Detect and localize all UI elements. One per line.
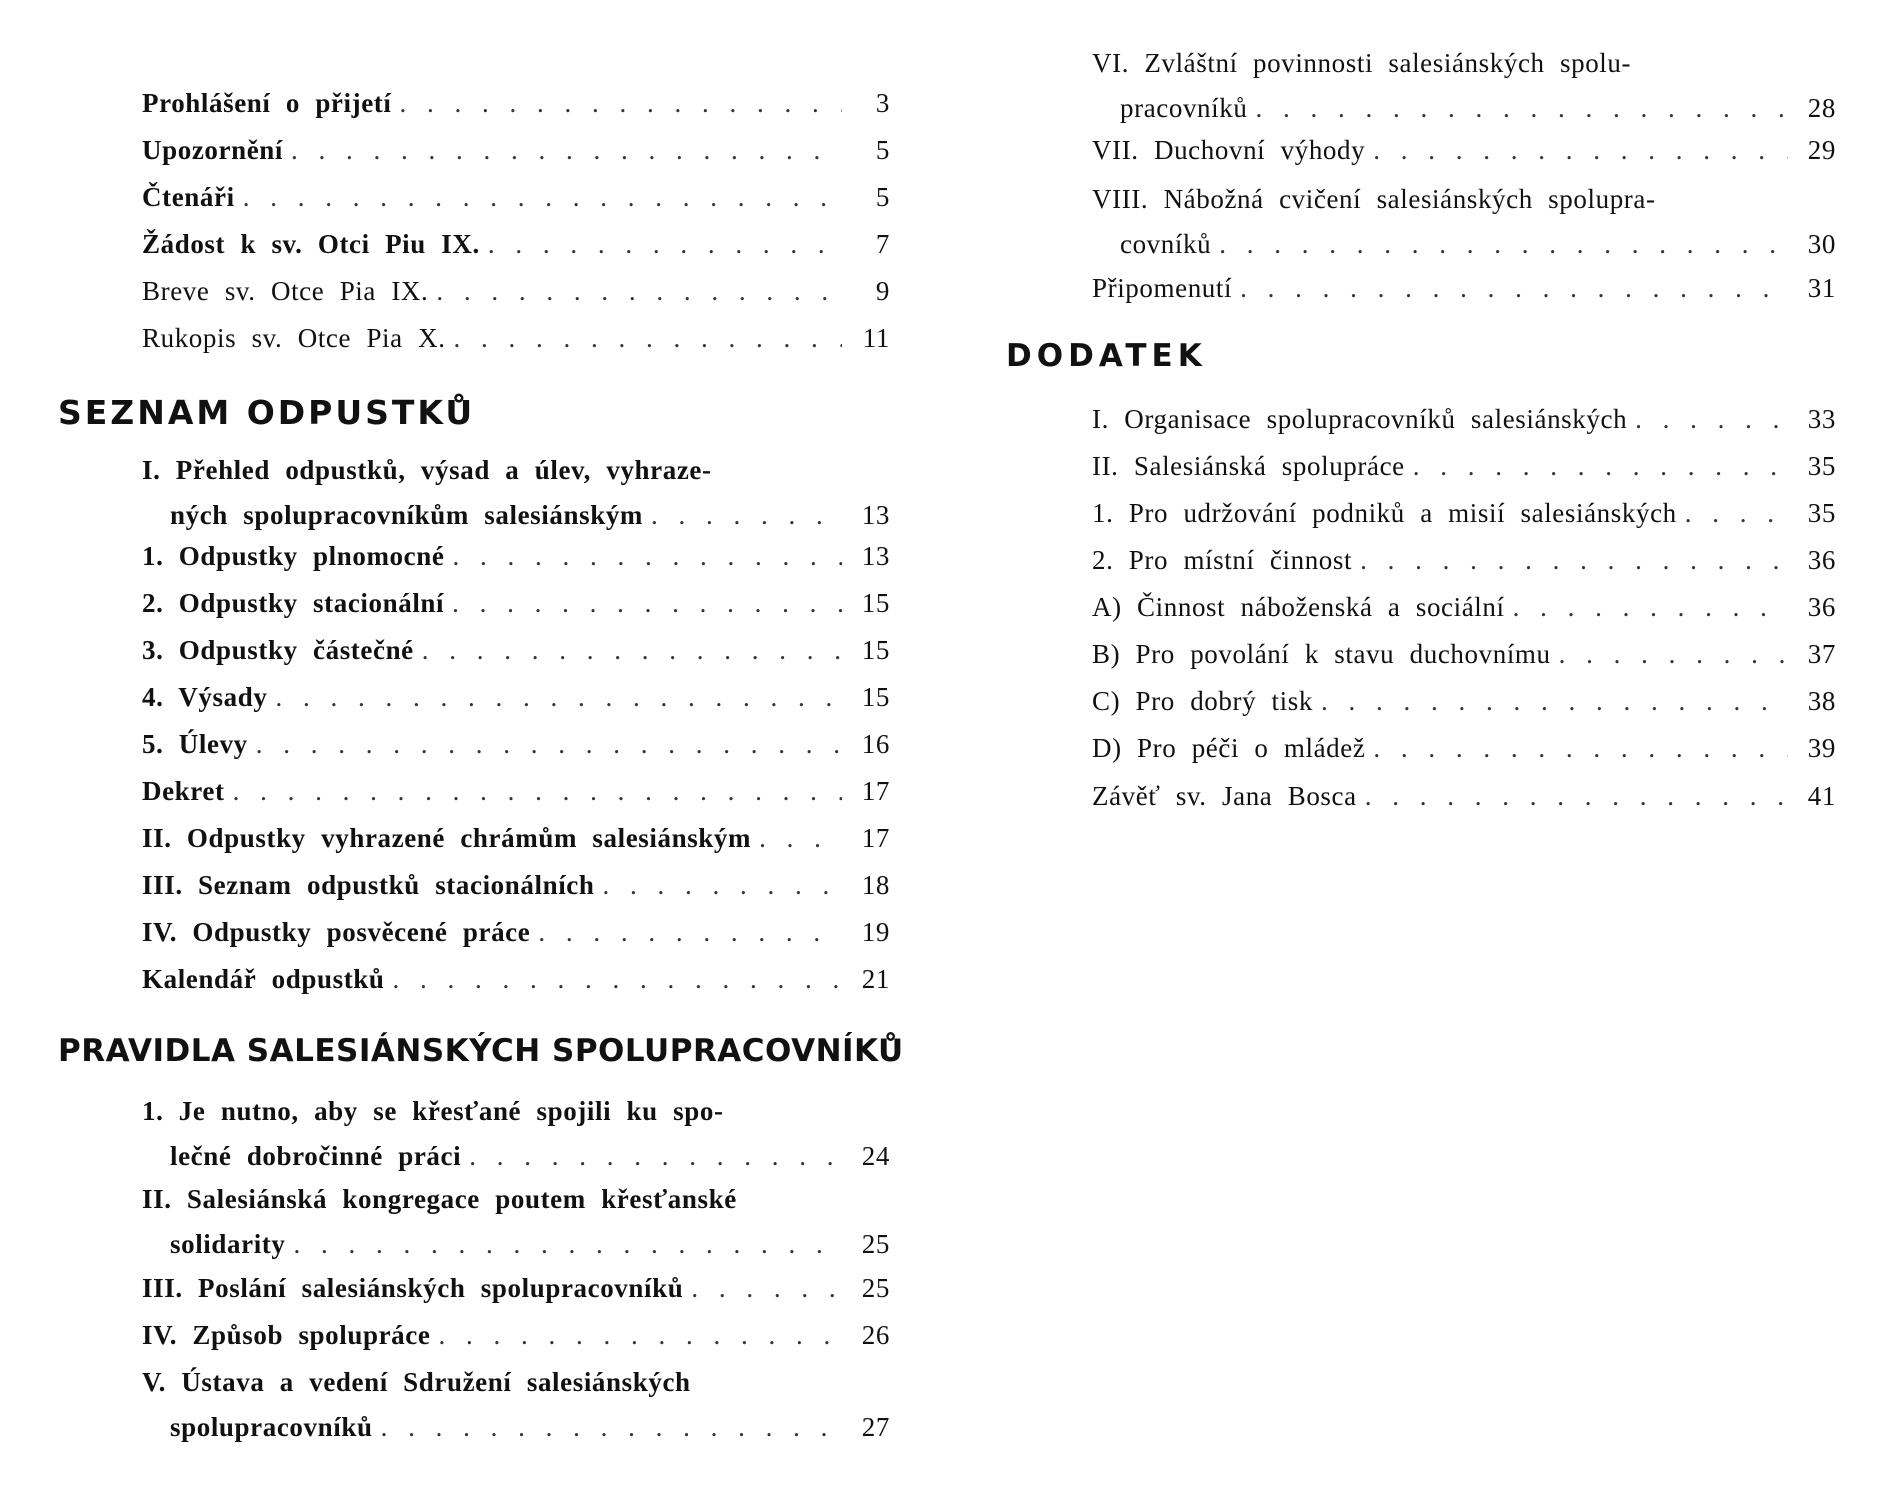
toc-entry[interactable] [142, 627, 890, 674]
toc-entry-label: A) Činnost náboženská a sociální [1092, 592, 1505, 622]
toc-entry-label-cont: covníků [1120, 229, 1212, 259]
toc-entry-label: VII. Duchovní výhody [1092, 135, 1366, 165]
section-heading-dodatek: DODATEK [1006, 338, 1207, 374]
toc-entry[interactable] [142, 1176, 890, 1268]
toc-entry[interactable] [142, 221, 890, 268]
toc-entry[interactable] [1092, 773, 1836, 820]
toc-entry[interactable] [1092, 631, 1836, 678]
toc-entry[interactable] [142, 315, 890, 362]
toc-entry[interactable] [142, 1359, 890, 1451]
toc-entry-page: 18 [861, 870, 890, 900]
toc-entry-page: 17 [861, 776, 890, 806]
section-heading-seznam: SEZNAM ODPUSTKŮ [58, 393, 476, 432]
toc-entry-page: 35 [1807, 451, 1836, 481]
toc-entry-label: 2. Odpustky stacionální [142, 588, 445, 618]
toc-entry-label: 3. Odpustky částečné [142, 635, 414, 665]
toc-entry-page: 24 [861, 1141, 890, 1171]
toc-entry[interactable] [142, 862, 890, 909]
toc-entry[interactable] [1092, 490, 1836, 537]
section-heading-pravidla: PRAVIDLA SALESIÁNSKÝCH SPOLUPRACOVNÍKŮ [58, 1033, 904, 1069]
dot-leader [1627, 396, 1788, 443]
toc-entry-label-cont: spolupracovníků [170, 1412, 373, 1442]
toc-entry[interactable] [1092, 537, 1836, 584]
toc-entry-page: 37 [1807, 639, 1836, 669]
toc-entry-label: I. Organisace spolupracovníků salesiánských [1092, 404, 1628, 434]
dot-leader [1365, 725, 1788, 772]
toc-entry-label: 2. Pro místní činnost [1092, 545, 1353, 575]
dot-leader [480, 221, 842, 268]
dot-leader [428, 268, 842, 315]
toc-entry[interactable] [142, 815, 890, 862]
toc-entry[interactable] [142, 1265, 890, 1312]
toc-entry-label: Kalendář odpustků [142, 964, 385, 994]
toc-entry-label-cont: solidarity [170, 1229, 286, 1259]
toc-entry-page: 33 [1807, 404, 1836, 434]
dot-leader [1232, 265, 1788, 312]
toc-entry-label: Rukopis sv. Otce Pia X. [142, 323, 446, 353]
dot-leader [1677, 490, 1788, 537]
toc-entry-page: 25 [861, 1273, 890, 1303]
toc-entry-page: 31 [1807, 273, 1836, 303]
toc-entry-label: 1. Odpustky plnomocné [142, 541, 445, 571]
toc-entry-label: V. Ústava a vedení Sdružení salesiánských [142, 1367, 691, 1397]
toc-entry-label: Dekret [142, 776, 225, 806]
toc-entry-label: Prohlášení o přijetí [142, 88, 392, 118]
toc-entry[interactable] [1092, 127, 1836, 174]
toc-entry[interactable] [1092, 725, 1836, 772]
dot-leader [751, 815, 842, 862]
toc-entry-page: 36 [1807, 545, 1836, 575]
dot-leader [414, 627, 842, 674]
toc-entry-page: 5 [875, 135, 890, 165]
toc-entry-page: 25 [861, 1229, 890, 1259]
toc-entry[interactable] [142, 768, 890, 815]
toc-entry-label: I. Přehled odpustků, výsad a úlev, vyhraze- [142, 455, 712, 485]
toc-entry-page: 13 [861, 541, 890, 571]
toc-entry-page: 35 [1807, 498, 1836, 528]
toc-entry[interactable] [142, 80, 890, 127]
toc-entry-label: 1. Je nutno, aby se křesťané spojili ku spo- [142, 1096, 724, 1126]
dot-leader [1352, 537, 1788, 584]
toc-entry-label-cont: lečné dobročinné práci [170, 1141, 462, 1171]
toc-entry-page: 30 [1807, 229, 1836, 259]
toc-entry[interactable] [142, 956, 890, 1003]
toc-entry-page: 41 [1807, 781, 1836, 811]
dot-leader [461, 1133, 842, 1180]
dot-leader [267, 674, 842, 721]
toc-entry-page: 19 [861, 917, 890, 947]
toc-entry-label: VIII. Nábožná cvičení salesiánských spolupra- [1092, 184, 1656, 214]
dot-leader [430, 1312, 842, 1359]
toc-entry[interactable] [142, 1312, 890, 1359]
dot-leader [1247, 85, 1788, 132]
toc-entry-page: 26 [861, 1320, 890, 1350]
toc-entry[interactable] [142, 174, 890, 221]
toc-entry-label: Žádost k sv. Otci Piu IX. [142, 229, 480, 259]
toc-entry-page: 7 [875, 229, 890, 259]
dot-leader [225, 768, 842, 815]
dot-leader [373, 1404, 842, 1451]
dot-leader [444, 580, 842, 627]
toc-entry-label: Čtenáři [142, 182, 235, 212]
dot-leader [683, 1265, 842, 1312]
toc-entry[interactable] [142, 268, 890, 315]
toc-entry-label: Upozornění [142, 135, 283, 165]
toc-entry-label: III. Seznam odpustků stacionálních [142, 870, 595, 900]
dot-leader [444, 533, 842, 580]
dot-leader [235, 174, 842, 221]
toc-entry-label: II. Odpustky vyhrazené chrámům salesiánským [142, 823, 752, 853]
toc-entry-page: 38 [1807, 686, 1836, 716]
dot-leader [530, 909, 842, 956]
toc-entry-page: 16 [861, 729, 890, 759]
dot-leader [286, 1221, 842, 1268]
toc-entry-page: 36 [1807, 592, 1836, 622]
toc-entry[interactable] [142, 674, 890, 721]
dot-leader [1313, 678, 1788, 725]
toc-entry-label-cont: pracovníků [1120, 93, 1248, 123]
toc-entry[interactable] [142, 447, 890, 539]
dot-leader [1365, 127, 1788, 174]
toc-entry-page: 15 [861, 635, 890, 665]
toc-entry-page: 9 [875, 276, 890, 306]
toc-entry[interactable] [1092, 584, 1836, 631]
toc-entry-label: 5. Úlevy [142, 729, 248, 759]
toc-entry-label: Připomenutí [1092, 273, 1233, 303]
dot-leader [1505, 584, 1788, 631]
toc-entry[interactable] [142, 127, 890, 174]
toc-entry[interactable] [142, 533, 890, 580]
toc-entry[interactable] [142, 909, 890, 956]
toc-entry-label: III. Poslání salesiánských spolupracovníků [142, 1273, 684, 1303]
dot-leader [385, 956, 842, 1003]
dot-leader [446, 315, 842, 362]
toc-entry-label: 1. Pro udržování podniků a misií salesiánských [1092, 498, 1677, 528]
toc-entry[interactable] [1092, 678, 1836, 725]
dot-leader [248, 721, 842, 768]
dot-leader [1405, 443, 1788, 490]
dot-leader [283, 127, 842, 174]
toc-entry[interactable] [1092, 396, 1836, 443]
toc-entry-page: 29 [1807, 135, 1836, 165]
toc-entry-page: 28 [1807, 93, 1836, 123]
toc-entry-label: IV. Způsob spolupráce [142, 1320, 431, 1350]
dot-leader [595, 862, 842, 909]
toc-entry-page: 11 [862, 323, 890, 353]
toc-entry-page: 15 [861, 588, 890, 618]
toc-entry-page: 27 [861, 1412, 890, 1442]
toc-entry-page: 13 [861, 500, 890, 530]
toc-entry[interactable] [142, 1088, 890, 1180]
toc-entry-label: II. Salesiánská spolupráce [1092, 451, 1405, 481]
toc-entry-label: II. Salesiánská kongregace poutem křesťanské [142, 1184, 737, 1214]
toc-entry[interactable] [1092, 40, 1836, 132]
toc-entry[interactable] [142, 580, 890, 627]
toc-entry[interactable] [142, 721, 890, 768]
dot-leader [1211, 221, 1788, 268]
toc-entry-page: 15 [861, 682, 890, 712]
toc-entry-page: 39 [1807, 733, 1836, 763]
toc-entry-page: 3 [875, 88, 890, 118]
dot-leader [1551, 631, 1788, 678]
toc-entry[interactable] [1092, 265, 1836, 312]
toc-entry-label: Breve sv. Otce Pia IX. [142, 276, 429, 306]
toc-entry-label: D) Pro péči o mládež [1092, 733, 1366, 763]
toc-entry-label-cont: ných spolupracovníkům salesiánským [170, 500, 644, 530]
toc-entry-label: 4. Výsady [142, 682, 268, 712]
toc-entry[interactable] [1092, 443, 1836, 490]
toc-entry-page: 5 [875, 182, 890, 212]
dot-leader [643, 492, 842, 539]
dot-leader [391, 80, 842, 127]
toc-entry-label: C) Pro dobrý tisk [1092, 686, 1313, 716]
toc-entry[interactable] [1092, 176, 1836, 268]
toc-entry-label: Závěť sv. Jana Bosca [1092, 781, 1357, 811]
toc-entry-label: IV. Odpustky posvěcené práce [142, 917, 531, 947]
dot-leader [1357, 773, 1788, 820]
toc-entry-label: VI. Zvláštní povinnosti salesiánských spolu- [1092, 48, 1632, 78]
toc-entry-label: B) Pro povolání k stavu duchovnímu [1092, 639, 1551, 669]
toc-entry-page: 17 [861, 823, 890, 853]
toc-entry-page: 21 [861, 964, 890, 994]
